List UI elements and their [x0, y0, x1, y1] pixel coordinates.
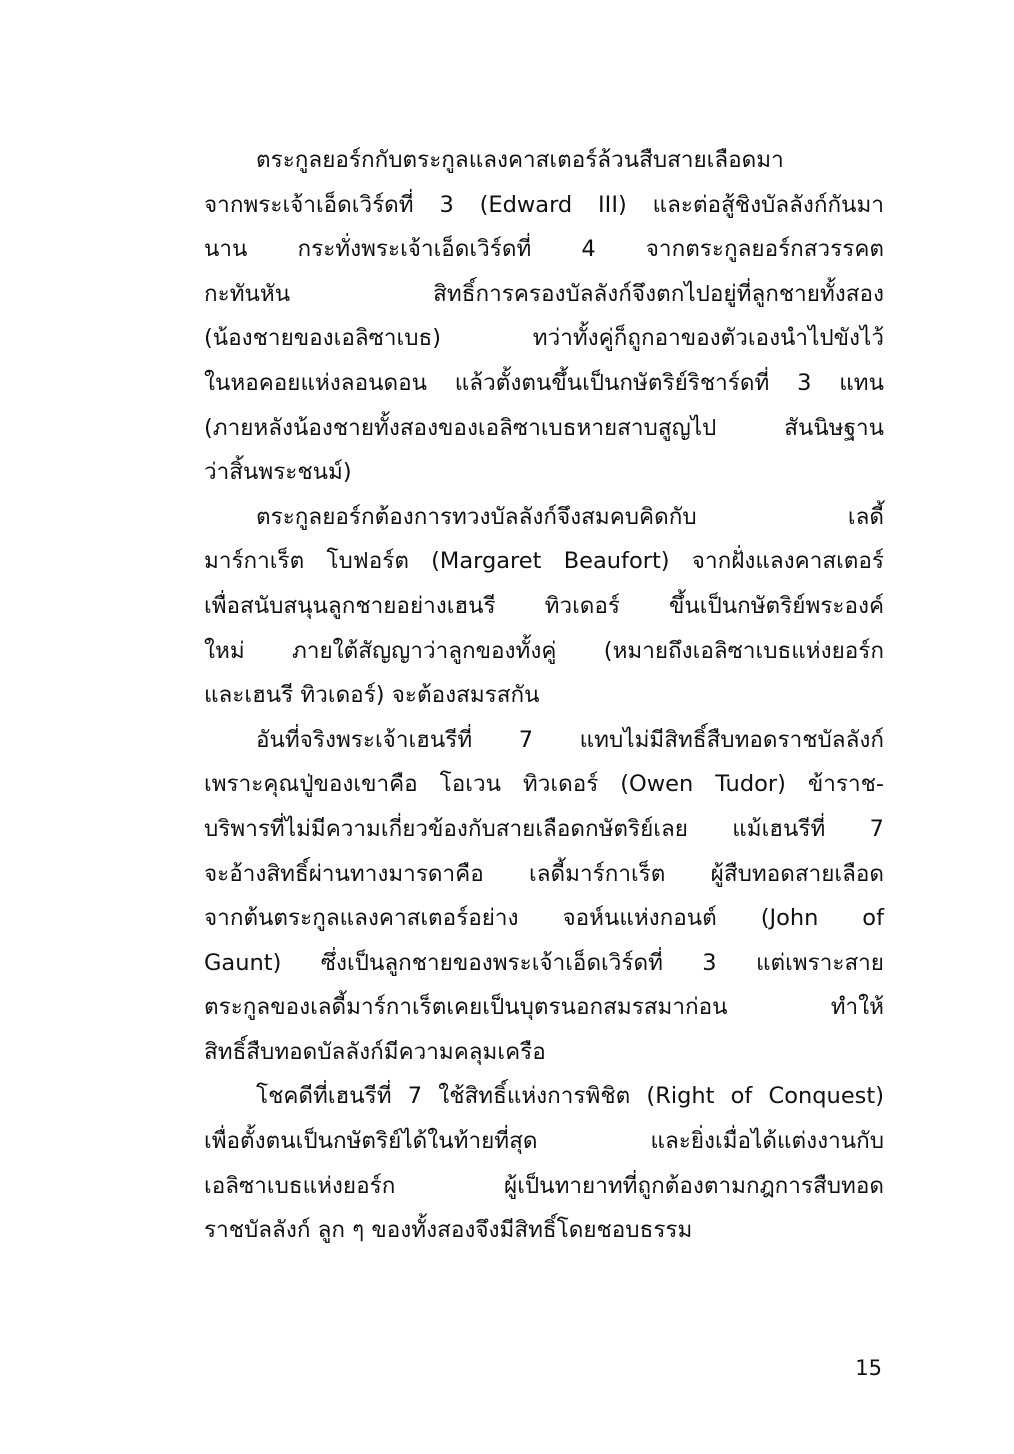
text-line: ว่าสิ้นพระชนม์) [204, 459, 352, 486]
text-line: เพื่อสนับสนุนลูกชายอย่างเฮนรี ทิวเดอร์ ขึ้นเป็นกษัตริย์พระองค์ [204, 592, 884, 619]
text-line: เพราะคุณปู่ของเขาคือ โอเวน ทิวเดอร์ (Owen Tudor) ข้าราช- [204, 771, 884, 798]
text-line: จากพระเจ้าเอ็ดเวิร์ดที่ 3 (Edward III) และต่อสู้ชิงบัลลังก์กันมา [204, 191, 884, 218]
text-line: ราชบัลลังก์ ลูก ๆ ของทั้งสองจึงมีสิทธิ์โดยชอบธรรม [204, 1217, 693, 1244]
text-line: และเฮนรี ทิวเดอร์) จะต้องสมรสกัน [204, 682, 540, 709]
text-line: อันที่จริงพระเจ้าเฮนรีที่ 7 แทบไม่มีสิทธิ์สืบทอดราชบัลลังก์ [256, 726, 884, 753]
page-number: 15 [855, 1356, 882, 1380]
text-line: โชคดีที่เฮนรีที่ 7 ใช้สิทธิ์แห่งการพิชิต (Right of Conquest) [256, 1083, 884, 1110]
text-line: ใหม่ ภายใต้สัญญาว่าลูกของทั้งคู่ (หมายถึงเอลิซาเบธแห่งยอร์ก [204, 637, 884, 664]
text-line: Gaunt) ซึ่งเป็นลูกชายของพระเจ้าเอ็ดเวิร์ดที่ 3 แต่เพราะสาย [204, 949, 884, 976]
text-line: กะทันหัน สิทธิ์การครองบัลลังก์จึงตกไปอยู่ที่ลูกชายทั้งสอง [204, 280, 884, 307]
text-line: เพื่อตั้งตนเป็นกษัตริย์ได้ในท้ายที่สุด และยิ่งเมื่อได้แต่งงานกับ [204, 1128, 884, 1155]
paragraph [204, 138, 884, 495]
text-line: (น้องชายของเอลิซาเบธ) ทว่าทั้งคู่ก็ถูกอาของตัวเองนำไปขังไว้ [204, 325, 884, 352]
text-line: สิทธิ์สืบทอดบัลลังก์มีความคลุมเครือ [204, 1038, 546, 1065]
text-line: เอลิซาเบธแห่งยอร์ก ผู้เป็นทายาทที่ถูกต้องตามกฎการสืบทอด [204, 1172, 884, 1199]
text-line: ตระกูลยอร์กกับตระกูลแลงคาสเตอร์ล้วนสืบสายเลือดมา [256, 147, 784, 173]
text-line: บริพารที่ไม่มีความเกี่ยวข้องกับสายเลือดกษัตริย์เลย แม้เฮนรีที่ 7 [204, 815, 884, 842]
text-line: ตระกูลยอร์กต้องการทวงบัลลังก์จึงสมคบคิดกับ เลดี้ [256, 503, 884, 530]
text-line: ในหอคอยแห่งลอนดอน แล้วตั้งตนขึ้นเป็นกษัตริย์ริชาร์ดที่ 3 แทน [204, 369, 884, 396]
paragraph [204, 718, 884, 1075]
text-line: จะอ้างสิทธิ์ผ่านทางมารดาคือ เลดี้มาร์กาเร็ต ผู้สืบทอดสายเลือด [204, 860, 884, 887]
body-text [204, 138, 884, 1253]
paragraph [204, 1074, 884, 1252]
text-line: จากต้นตระกูลแลงคาสเตอร์อย่าง จอห์นแห่งกอนต์ (John of [204, 905, 884, 932]
text-line: มาร์กาเร็ต โบฟอร์ต (Margaret Beaufort) จากฝั่งแลงคาสเตอร์ [204, 548, 884, 575]
paragraph [204, 495, 884, 718]
text-line: (ภายหลังน้องชายทั้งสองของเอลิซาเบธหายสาบสูญไป สันนิษฐาน [204, 414, 884, 441]
text-line: นาน กระทั่งพระเจ้าเอ็ดเวิร์ดที่ 4 จากตระกูลยอร์กสวรรคต [204, 236, 884, 263]
text-line: ตระกูลของเลดี้มาร์กาเร็ตเคยเป็นบุตรนอกสมรสมาก่อน ทำให้ [204, 994, 884, 1021]
